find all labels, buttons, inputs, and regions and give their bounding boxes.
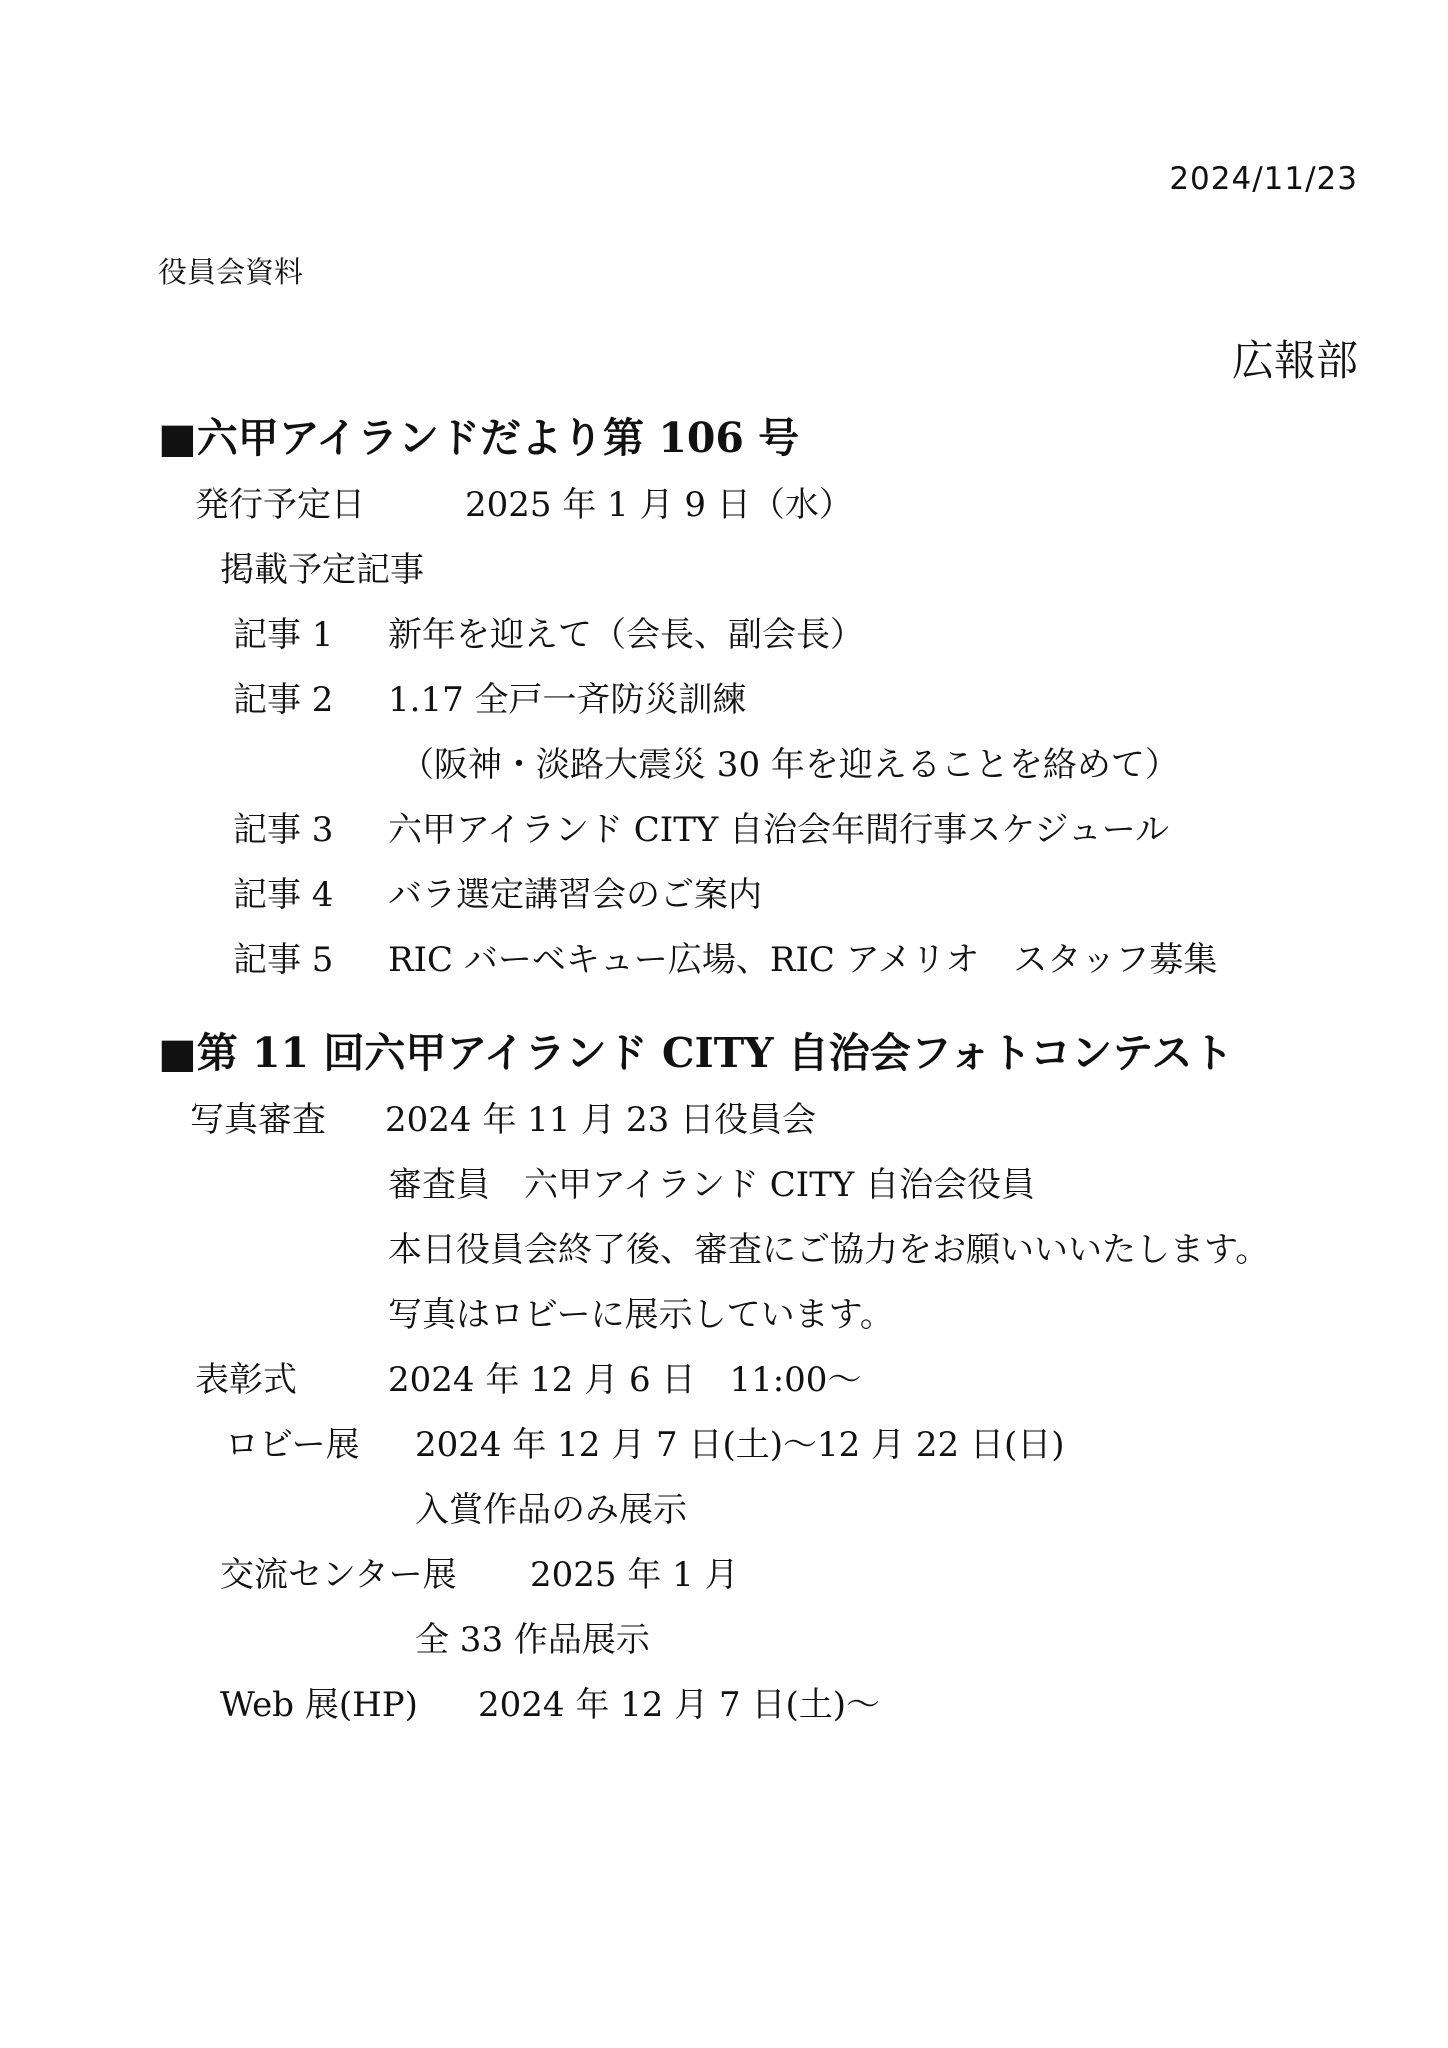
document-label: 役員会資料 <box>158 255 304 289</box>
article-text: 1.17 全戸一斉防災訓練 <box>388 680 747 720</box>
newsletter-heading: ■六甲アイランドだより第 106 号 <box>158 414 800 462</box>
ceremony-value: 2024 年 12 月 6 日 11:00～ <box>388 1360 862 1400</box>
article-text: （阪神・淡路大震災 30 年を迎えることを絡めて） <box>400 745 1179 785</box>
center-value: 2025 年 1 月 <box>530 1555 739 1595</box>
web-value: 2024 年 12 月 7 日(土)～ <box>478 1685 880 1725</box>
center-note: 全 33 作品展示 <box>415 1620 650 1660</box>
judging-line: 写真はロビーに展示しています。 <box>388 1295 894 1335</box>
article-label: 記事 5 <box>233 940 334 980</box>
ceremony-label: 表彰式 <box>195 1360 297 1400</box>
document-date: 2024/11/23 <box>1169 161 1358 197</box>
article-label: 記事 2 <box>233 680 334 720</box>
judging-label: 写真審査 <box>190 1100 326 1140</box>
contest-heading: ■第 11 回六甲アイランド CITY 自治会フォトコンテスト <box>158 1029 1234 1077</box>
center-label: 交流センター展 <box>220 1555 457 1595</box>
article-text: 六甲アイランド CITY 自治会年間行事スケジュール <box>388 810 1170 850</box>
article-label: 記事 4 <box>233 875 334 915</box>
judging-line: 審査員 六甲アイランド CITY 自治会役員 <box>388 1165 1036 1205</box>
lobby-label: ロビー展 <box>225 1425 360 1465</box>
judging-line: 本日役員会終了後、審査にご協力をお願いいいたします。 <box>388 1230 1270 1270</box>
articles-label: 掲載予定記事 <box>220 550 424 590</box>
article-text: 新年を迎えて（会長、副会長） <box>388 615 864 655</box>
article-text: RIC バーベキュー広場、RIC アメリオ スタッフ募集 <box>388 940 1218 980</box>
issue-value: 2025 年 1 月 9 日（水） <box>465 485 853 525</box>
issue-label: 発行予定日 <box>195 485 365 525</box>
article-label: 記事 3 <box>233 810 334 850</box>
article-text: バラ選定講習会のご案内 <box>388 875 762 915</box>
article-label: 記事 1 <box>233 615 334 655</box>
department-name: 広報部 <box>1231 336 1358 385</box>
lobby-value: 2024 年 12 月 7 日(土)～12 月 22 日(日) <box>415 1425 1065 1465</box>
judging-line: 2024 年 11 月 23 日役員会 <box>385 1100 817 1140</box>
lobby-note: 入賞作品のみ展示 <box>415 1490 687 1530</box>
web-label: Web 展(HP) <box>220 1685 418 1725</box>
